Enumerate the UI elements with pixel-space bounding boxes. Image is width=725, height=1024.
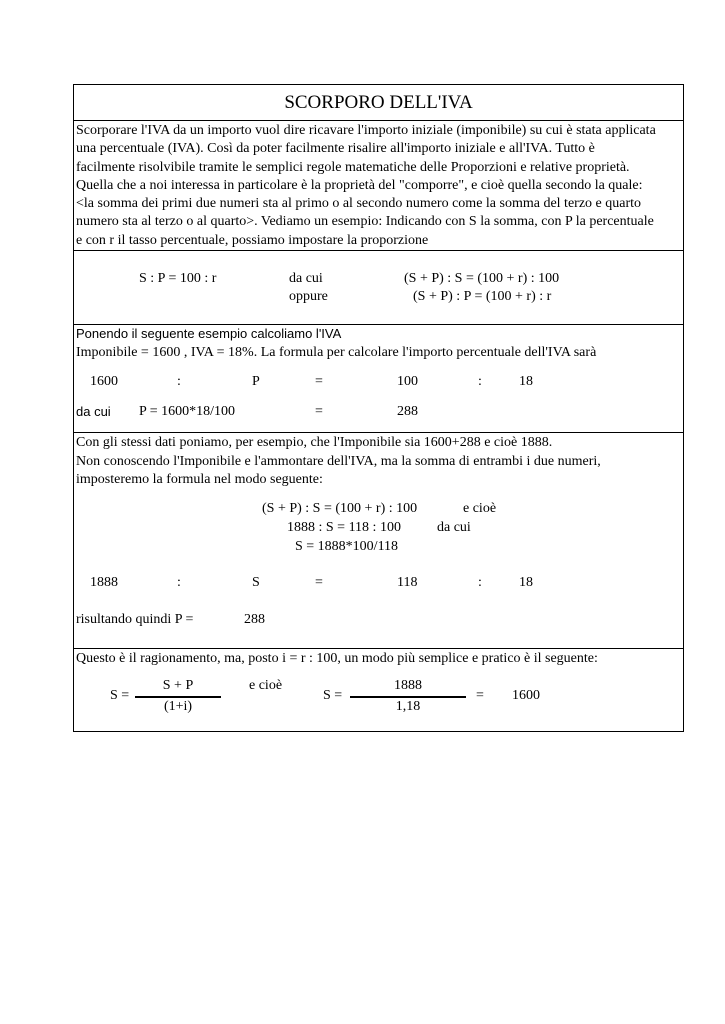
- row-cell: :: [478, 575, 482, 590]
- intro-line: numero sta al terzo o al quarto>. Vediamo un esempio: Indicando con S la somma, con P la percentuale: [76, 214, 654, 230]
- result-value: 288: [244, 612, 265, 627]
- ecioe-label: e cioè: [249, 678, 283, 693]
- conclusion-result: 1600: [512, 688, 540, 703]
- divider: [73, 250, 684, 251]
- conclusion-line: Questo è il ragionamento, ma, posto i = r : 100, un modo più semplice e pratico è il seguente:: [76, 651, 598, 666]
- row-cell: 18: [519, 374, 533, 389]
- intro-line: facilmente risolvibile tramite le semplici regole matematiche delle Proporzioni e relative proprietà.: [76, 159, 630, 175]
- row-cell: S: [252, 575, 260, 590]
- row-cell: :: [478, 374, 482, 389]
- oppure-label: oppure: [289, 289, 328, 304]
- example2-dacui: da cui: [437, 520, 471, 535]
- row-cell: :: [177, 575, 181, 590]
- row-cell: 118: [397, 575, 418, 590]
- compose-formula-1: (S + P) : S = (100 + r) : 100: [404, 271, 560, 286]
- fraction-numerator: 1888: [394, 678, 422, 693]
- example2-formula-3: S = 1888*100/118: [295, 539, 399, 554]
- example2-line: imposteremo la formula nel modo seguente:: [76, 472, 323, 487]
- example2-line: Non conoscendo l'Imponibile e l'ammontare dell'IVA, ma la somma di entrambi i due numeri,: [76, 454, 601, 469]
- row-cell: P: [252, 374, 260, 389]
- dacui-label: da cui: [76, 404, 111, 419]
- intro-line: una percentuale (IVA). Così da poter facilmente risalire all'importo iniziale e all'IVA. Tutto è: [76, 141, 595, 157]
- example2-formula-1: (S + P) : S = (100 + r) : 100: [262, 501, 418, 516]
- page-title: SCORPORO DELL'IVA: [284, 92, 473, 113]
- row-cell: 18: [519, 575, 533, 590]
- row-cell: =: [315, 575, 323, 590]
- s-equals: S =: [110, 688, 130, 703]
- result-label: risultando quindi P =: [76, 612, 194, 627]
- example2-formula-2: 1888 : S = 118 : 100: [287, 520, 401, 535]
- example1-formula: P = 1600*18/100: [139, 404, 236, 419]
- divider: [73, 432, 684, 433]
- s-equals-2: S =: [323, 688, 343, 703]
- row-cell: 1600: [90, 374, 118, 389]
- example2-ecioe: e cioè: [463, 501, 497, 516]
- example1-eq: =: [315, 404, 323, 419]
- divider: [73, 648, 684, 649]
- row-cell: =: [315, 374, 323, 389]
- example1-line: Imponibile = 1600 , IVA = 18%. La formula per calcolare l'importo percentuale dell'IVA sarà: [76, 345, 597, 360]
- intro-line: <la somma dei primi due numeri sta al primo o al secondo numero come la somma del terzo e quarto: [76, 196, 642, 212]
- example2-line: Con gli stessi dati poniamo, per esempio, che l'Imponibile sia 1600+288 e cioè 1888.: [76, 435, 553, 450]
- intro-paragraph: [76, 122, 682, 250]
- intro-line: Quella che a noi interessa in particolare è la proprietà del "comporre", e cioè quella secondo la quale:: [76, 177, 643, 193]
- intro-line: Scorporare l'IVA da un importo vuol dire ricavare l'importo iniziale (imponibile) su cui è stata applicata: [76, 123, 656, 138]
- conclusion-eq: =: [476, 688, 484, 703]
- example1-result: 288: [397, 404, 418, 419]
- compose-formula-2: (S + P) : P = (100 + r) : r: [413, 289, 552, 304]
- divider: [73, 120, 684, 121]
- intro-line: e con r il tasso percentuale, possiamo impostare la proporzione: [76, 232, 429, 248]
- fraction-numerator: S + P: [162, 678, 194, 693]
- da-cui-label: da cui: [289, 271, 323, 286]
- row-cell: 1888: [90, 575, 118, 590]
- fraction-denominator: (1+i): [163, 699, 193, 714]
- example1-heading: Ponendo il seguente esempio calcoliamo l'IVA: [76, 326, 342, 341]
- row-cell: :: [177, 374, 181, 389]
- base-proportion: S : P = 100 : r: [139, 271, 217, 286]
- fraction-denominator: 1,18: [395, 699, 421, 714]
- row-cell: 100: [397, 374, 418, 389]
